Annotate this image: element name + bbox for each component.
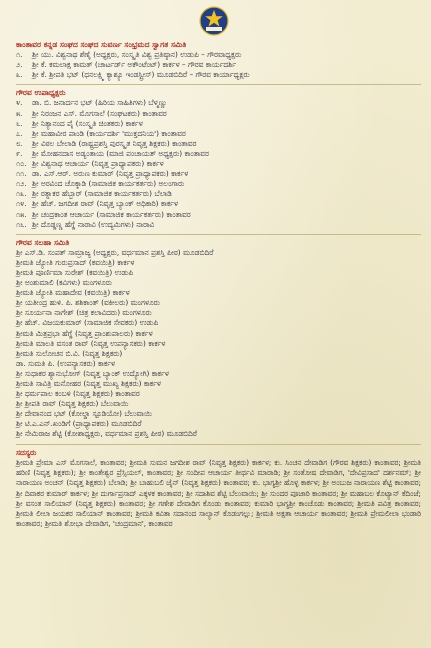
item-text: ಶ್ರೀ ನಿರಂಜನ ಎಸ್. ಮೊಗಸಾಲೆ (ಸಂಘಟಕರು) ಕಾಂತಾವರ (32, 108, 167, 118)
list-item (16, 129, 421, 139)
list-item: ಶ್ರೀ ಸೂರ್ಯನಾ ನಾಗೇಶ್ (ಚಿತ್ರ ಕಲಾವಿದರು) ಮಂಗಳೂರು (16, 308, 152, 318)
document-body (16, 40, 421, 530)
item-text: ಶ್ರೀ ವಿಶ್ವನಾಥ ಆಚಾರ್ಯ (ನಿವೃತ್ತ ಪ್ರಾಧ್ಯಾಪಕರು) ಕಾರ್ಕಳ (32, 159, 164, 169)
list-item: ಶ್ರೀ ಯತೀಂದ್ರ ಹುಳಿ. ಪಿ. ಶಶಿಕಾಂತ್ (ವಕೀಲರು) ಮಂಗಳೂರು (16, 298, 160, 308)
item-number: ೪. (16, 98, 23, 108)
item-number: ೮. (16, 138, 23, 148)
list-item (16, 139, 421, 149)
item-text: ಶ್ರೀ ಮಹಾವೀರ ಪಾಂಡಿ (ಕಾರ್ಯದರ್ಶಿ 'ಮುಕ್ತದನಿಯ') ಕಾಂತಾವರ (32, 128, 186, 138)
list-item (16, 199, 421, 209)
divider (16, 444, 421, 445)
list-item (16, 159, 421, 169)
list-item: ಶ್ರೀಮತಿ ಜ್ಯೋತಿ ಗುರುಪ್ರಸಾದ್ (ಕವಯಿತ್ರಿ) ಕಾರ್ಕಳ (16, 257, 135, 267)
item-number: ೭. (16, 128, 23, 138)
item-text: ಶ್ರೀ ಚಂದ್ರಕಾಂತ ಆಚಾರ್ಯ (ಸಾಮಾಜಿಕ ಕಾರ್ಯಕರ್ತರು) ಕಾಂತಾವರ (32, 209, 191, 219)
list-item: ಶ್ರೀ ಅಂಶುಮಾಲಿ (ಕವಿಗಳು) ಮಂಗಳೂರು (16, 278, 112, 288)
section-title: ಸದಸ್ಯರು (16, 447, 37, 457)
item-text: ಶ್ರೀ ದೊಡ್ಡಣ್ಣ ಹೆಗ್ಡೆ ನಾರಾವಿ (ಉದ್ಯಮಿಗಳು) ನಾರಾವಿ (32, 219, 155, 229)
item-number: ೫. (16, 108, 23, 118)
divider (16, 84, 421, 85)
list-item: ಶ್ರೀ ಸುಧಾಕರ ಶ್ಯಾನುಭೋಗ್ (ನಿವೃತ್ತ ಬ್ಯಾಂಕ್ ಉದ್ಯೋಗಿ) ಕಾರ್ಕಳ (16, 368, 169, 378)
list-item (16, 70, 421, 80)
list-item: ಶ್ರೀಮತಿ ಸಾವಿತ್ರಿ ಮನೋಹರ (ನಿವೃತ್ತ ಮುಖ್ಯ ಶಿಕ್ಷಕರು) ಕಾರ್ಕಳ (16, 379, 161, 388)
list-item (16, 210, 421, 220)
organization-logo (199, 6, 229, 36)
item-number: ೧೦. (16, 159, 27, 169)
list-item: ಶ್ರೀಮತಿ ಜ್ಯೋತಿ ಮಹಾದೇವ (ಕವಯಿತ್ರಿ) ಕಾರ್ಕಳ (16, 288, 130, 298)
item-number: ೧೧. (16, 169, 27, 179)
item-text: ಶ್ರೀ ಮೋಹನದಾಸ ಅಡ್ಯಂತಾಯ (ಮಾಜಿ ಪಂಚಾಯತ್ ಅಧ್ಯಕ್ಷರು) ಕಾಂತಾವರ (32, 148, 209, 158)
list-item (16, 149, 421, 159)
item-text: ಶ್ರೀ ಯು. ವಿಶ್ವನಾಥ ಶೆಣೈ (ಅಧ್ಯಕ್ಷರು, ಸಂಸ್ಕೃತಿ ವಿಶ್ವ ಪ್ರತಿಷ್ಠಾನ) ಉಡುಪಿ – ಗೌರವಾಧ್ಯಕ್ಷರು (32, 50, 242, 60)
item-number: ೨. (16, 60, 23, 70)
list-item: ಶ್ರೀ ನೇಮಿರಾಜ ಶೆಟ್ಟಿ (ಕೋಶಾಧ್ಯಕ್ಷರು, ವರ್ಧಮಾನ ಪ್ರಶಸ್ತಿ ಪೀಠ) ಮೂಡಬಿದಿರೆ (16, 429, 197, 439)
list-item: ಶ್ರೀ ಎಸ್.ಡಿ. ಸಂಪತ್ ಸಾಮ್ರಾಜ್ಯ (ಅಧ್ಯಕ್ಷರು, ವರ್ಧಮಾನ ಪ್ರಶಸ್ತಿ ಪೀಠ) ಮೂಡಬಿದಿರೆ (16, 247, 214, 257)
section-title: ಗೌರವ ಸಲಹಾ ಸಮಿತಿ (16, 237, 70, 247)
welcome-committee-section (16, 40, 421, 80)
list-item: ಶ್ರೀಮತಿ ಮಾಲತಿ ವಸಂತ ರಾವ್ (ನಿವೃತ್ತ ಉಪನ್ಯಾಸಕರು) ಕಾರ್ಕಳ (16, 338, 166, 348)
members-paragraph: ಶ್ರೀಮತಿ ಪ್ರೇಮಾ ಎಸ್ ಮೊಗಸಾಲೆ, ಕಾಂತಾವರ; ಶ್ರೀಮತಿ ಸುಮನ ಜಗದೀಶ ರಾವ್ (ನಿವೃತ್ತ ಶಿಕ್ಷಕರು) ಕಾರ್ಕಳ; ಕು. ಸಿಂಚನ ದೇವಾಡಿಗ (ಗೌರವ ಶಿಕ್ಷಕರು) ಕಾಂತಾವರ; ಶ್ರೀಮತಿ ಹರಿಣಿ (ನಿವೃತ್ತ ಶಿಕ್ಷಕರು); ಶ್ರೀ ಕಾಂತೇಶ್ವರ ಪ್ರೆಸ್ಸಿಯಲ್, ಕಾಂತಾವರ; ಶ್ರೀ ಸಂದೀಪ ಆಚಾರ್ಯ ತೀರ್ಥವಿ ಮಾರಾಡಿ; ಶ್ರೀ ಸಂತೋಷ ದೇವಾಡಿಗ, 'ದೇವಿಪ್ರಸಾದ' ದರ್ಶನಮ್; ಶ್ರೀ ನಾರಾಯಣ ಅಂಚನ್ (ನಿವೃತ್ತ ಶಿಕ್ಷಕರು) ಬೆಲಾಡಿ; ಶ್ರೀ ಬಾಹುಬಲಿ ಜೈನ್ (ನಿವೃತ್ತ ಶಿಕ್ಷಕರು) ಕಾಂತಾವರ; ಕು. ಭಾಗ್ಯಶ್ರೀ ಹೊಳ್ಳ ಕಾರ್ಕಳ; ಶ್ರೀ ಅಂಬುಜ ನಾರಾಯಣ ಶೆಟ್ಟಿ ಕಾಂತಾವರ; ಶ್ರೀ ದಿವಾಕರ ಕುಮಾರ್ ಕಾರ್ಕಳ; ಶ್ರೀ ದುರ್ಗಾಪ್ರಸಾದ್ ಎಕ್ಕಳಕ ಕಾಂತಾವರ; ಶ್ರೀ ಸದಾಶಿವ ಶೆಟ್ಟಿ ಬೆಲುವಾಯಿ; ಶ್ರೀ ಸುಂದರ ಪೂಜಾರಿ ಕಾಂತಾವರ; ಶ್ರೀ ಮಹಾಬಲ ಕೊಟ್ಯಾನ್ ಕೆದಿಂಜೆ; ಶ್ರೀ ವಸಂತ ಸಾಲಿಯಾನ್ (ನಿವೃತ್ತ ಶಿಕ್ಷಕರು) ಕಾಂತಾವರ; ಶ್ರೀ ಗಣೇಶ ದೇವಾಡಿಗ ಕೊಂಡು ಕಾಂತಾವರ; ಕುಮಾರಿ ಭಾಗ್ಯಶ್ರೀ ಕಾಂಚೊಡು ಕಾಂತಾವರ; ಶ್ರೀಮತಿ ಪವಿತ್ರ ಕಾಂತಾವರ; ಶ್ರೀಮತಿ ಲೀಲಾ ಜಯಕರ ಸಾಲಿಯಾನ್ ಕಾಂತಾವರ; ಶ್ರೀಮತಿ ಕವಿತಾ ಸದಾನಂದ ಸಾಲ್ಯಾನ್ ಕೊಡಂಗಲ್ಲು; ಶ್ರೀಮತಿ ಅಕ್ಷತಾ ಆಚಾರ್ಯ ಕಾಂತಾವರ; ಶ್ರೀಮತಿ ಪ್ರೇಮಲೀಲಾ ಭಂಡಾರಿ ಕಾಂತಾವರ; ಶ್ರೀಮತಿ ಶೋಭಾ ದೇವಾಡಿಗ, 'ಚಂದ್ರಮಾನ', ಕಾಂತಾವರ (16, 457, 421, 529)
list-item: ಶ್ರೀ ಧರ್ಮಪಾಲ ಕಂಬಳಿ (ನಿವೃತ್ತ ಶಿಕ್ಷಕರು) ಕಾಂತಾವರ (16, 389, 140, 399)
list-item: ಶ್ರೀ ದೇವಾನಂದ ಭಟ್ (ಕೋಲ್ಡಾ ಸ್ಟೂಡಿಯೋ) ಬೆಲುವಾಯಿ (16, 409, 152, 419)
item-number: ೧. (16, 50, 23, 60)
list-item (16, 169, 421, 179)
item-number: ೧೪. (16, 199, 27, 209)
item-number: ೧೬. (16, 219, 27, 229)
list-item (16, 60, 421, 70)
item-number: ೯. (16, 148, 23, 158)
item-text: ಶ್ರೀ ರತ್ನಾಕರ ಹೆಬ್ಬಾರ್ (ಸಾಮಾಜಿಕ ಕಾರ್ಯಕರ್ತರು) ಬೆಲಾಡಿ (32, 189, 172, 199)
list-item (16, 98, 421, 108)
list-item: ಶ್ರೀಮತಿ ಪೂರ್ಣಿಮಾ ಸುರೇಶ್ (ಕವಯಿತ್ರಿ) ಉಡುಪಿ (16, 267, 134, 277)
list-item: ಡಾ. ಸುಮತಿ ಪಿ. (ಉಪನ್ಯಾಸಕರು) ಕಾರ್ಕಳ (16, 358, 116, 368)
item-number: ೩. (16, 70, 23, 80)
item-text: ಶ್ರೀ ಹೆಚ್. ಜಗದೀಶ ರಾವ್ (ನಿವೃತ್ತ ಬ್ಯಾಂಕ್ ಅಧಿಕಾರಿ) ಕಾರ್ಕಳ (32, 199, 179, 209)
list-item: ಶ್ರೀ ಹೆಚ್. ವಿಜಯಕುಮಾರ್ (ಸಾಮಾಜಿಕ ಸೇವಕರು) ಉಡುಪಿ (16, 318, 159, 328)
item-text: ಶ್ರೀ ನಿತ್ಯಾನಂದ ಪೈ (ಸಂಸ್ಕೃತಿ ಚಿಂತಕರು) ಕಾರ್ಕಳ (32, 118, 143, 128)
item-number: ೧೨. (16, 179, 27, 189)
honorary-vice-presidents-section (16, 88, 421, 229)
advisory-committee-section (16, 238, 421, 440)
section-title: ಕಾಂತಾವರ ಕನ್ನಡ ಸಂಘದ ಸಂಘದ ಸುವರ್ಣ ಸಂಭ್ರಮದ ಸ್ವಾಗತ ಸಮಿತಿ (16, 40, 187, 49)
divider (16, 234, 421, 235)
section-title: ಗೌರವ ಉಪಾಧ್ಯಕ್ಷರು (16, 88, 66, 98)
list-item: ಶ್ರೀಮತಿ ಸುಲೋಚನ ಬಿ.ವಿ. (ನಿವೃತ್ತ ಶಿಕ್ಷಕರು) (16, 348, 123, 358)
list-item (16, 119, 421, 129)
list-item (16, 50, 421, 60)
list-item (16, 109, 421, 119)
item-text: ಶ್ರೀ ಕೆ. ಕಮಲಾಕ್ಷ ಕಾಮತ್ (ಚಾರ್ಟರ್ಡ್ ಅಕೌಂಟೆಂಟ್) ಕಾರ್ಕಳ – ಗೌರವ ಕಾರ್ಯದರ್ಶಿ (32, 60, 237, 70)
list-item (16, 179, 421, 189)
list-item (16, 220, 421, 230)
item-text: ಶ್ರೀ ವಿಠಲ ಬೇಲಾಡಿ (ರಾಷ್ಟ್ರಪ್ರಶಸ್ತಿ ಪುರಸ್ಕೃತ ನಿವೃತ್ತ ಶಿಕ್ಷಕರು) ಕಾಂತಾವರ (32, 138, 197, 148)
item-text: ಶ್ರೀ ಅರವಿಂದ ಚೊಕ್ಕಾಡಿ (ಸಾಮಾಜಿಕ ಕಾರ್ಯಕರ್ತರು) ಅಲಂಗಾರು (32, 179, 185, 189)
list-item: ಶ್ರೀಮತಿ ಮಿತ್ರಪ್ರಭಾ ಹೆಗ್ಡೆ (ನಿವೃತ್ತ ಪ್ರಾಂಶುಪಾಲರು) ಕಾರ್ಕಳ (16, 328, 153, 338)
item-number: ೧೫. (16, 209, 27, 219)
list-item: ಶ್ರೀ ಶ್ರೀಪತಿ ರಾವ್ (ನಿವೃತ್ತ ಶಿಕ್ಷಕರು) ಬೆಲುವಾಯಿ (16, 399, 129, 409)
item-text: ಡಾ. ಎಸ್.ಆರ್. ಅರುಣ ಕುಮಾರ್ (ನಿವೃತ್ತ ಪ್ರಾಧ್ಯಾಪಕರು) ಕಾರ್ಕಳ (32, 169, 189, 179)
item-number: ೬. (16, 118, 23, 128)
list-item (16, 189, 421, 199)
item-number: ೧೩. (16, 189, 27, 199)
list-item: ಶ್ರೀ ಟಿ.ಎ.ಎನ್.ಖಂಡಿಗೆ (ಪ್ರಾಧ್ಯಾಪಕರು) ಮೂಡಬಿದಿರೆ (16, 419, 142, 429)
item-text: ಡಾ. ಬಿ. ಜನಾರ್ದನ ಭಟ್ (ಹಿರಿಯ ಸಾಹಿತಿಗಳು) ಬೆಳ್ಮಣ್ಣು (32, 98, 168, 108)
item-text: ಶ್ರೀ ಕೆ. ಶ್ರೀಪತಿ ಭಟ್ (ಧನಲಕ್ಷ್ಮಿ ಕ್ಯಾಶ್ಯೂ ಇಂಡಸ್ಟ್ರೀಸ್) ಮೂಡಬಿದಿರೆ – ಗೌರವ ಕಾರ್ಯಾಧ್ಯಕ್ಷರು (32, 70, 250, 80)
members-section (16, 448, 421, 530)
